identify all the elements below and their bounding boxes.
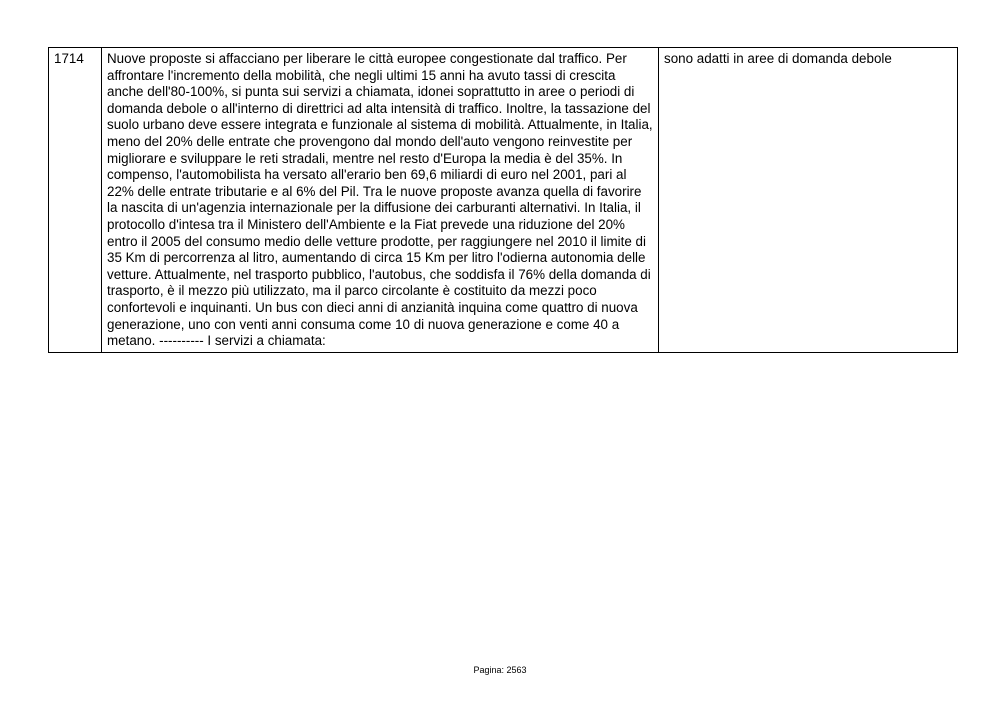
record-text-cell: Nuove proposte si affacciano per liberare le città europee congestionate dal traffico. Per affrontare l'incremento della mobilità, che negli ultimi 15 anni ha avuto tassi di crescita anche dell'80-100%, si punta sui servizi a chiamata, idonei soprattutto in aree o periodi di domanda debole o all'interno di direttrici ad alta intensità di traffico. Inoltre, la tassazione del suolo urbano deve essere integrata e funzionale al sistema di mobilità. Attualmente, in Italia, meno del 20% delle entrate che provengono dal mondo dell'auto vengono reinvestite per migliorare e sviluppare le reti stradali, mentre nel resto d'Europa la media è del 35%. In compenso, l'automobilista ha versato all'erario ben 69,6 miliardi di euro nel 2001, pari al 22% delle entrate tributarie e al 6% del Pil. Tra le nuove proposte avanza quella di favorire la nascita di un'agenzia internazionale per la diffusione dei carburanti alternativi. In Italia, il protocollo d'intesa tra il Ministero dell'Ambiente e la Fiat prevede una riduzione del 20% entro il 2005 del consumo medio delle vetture prodotte, per raggiungere nel 2010 il limite di 35 Km di percorrenza al litro, aumentando di circa 15 Km per litro l'odierna autonomia delle vetture. Attualmente, nel trasporto pubblico, l'autobus, che soddisfa il 76% della domanda di trasporto, è il mezzo più utilizzato, ma il parco circolante è costituito da mezzi poco confortevoli e inquinanti. Un bus con dieci anni di anzianità inquina come quattro di nuova generazione, uno con venti anni consuma come 10 di nuova generazione e come 40 a metano. ---------- I servizi a chiamata: (102, 48, 659, 353)
table-row (49, 48, 958, 353)
record-table (48, 47, 958, 353)
page-number: Pagina: 2563 (473, 665, 527, 675)
record-answer-cell: sono adatti in aree di domanda debole (659, 48, 958, 353)
record-id-cell: 1714 (49, 48, 102, 353)
